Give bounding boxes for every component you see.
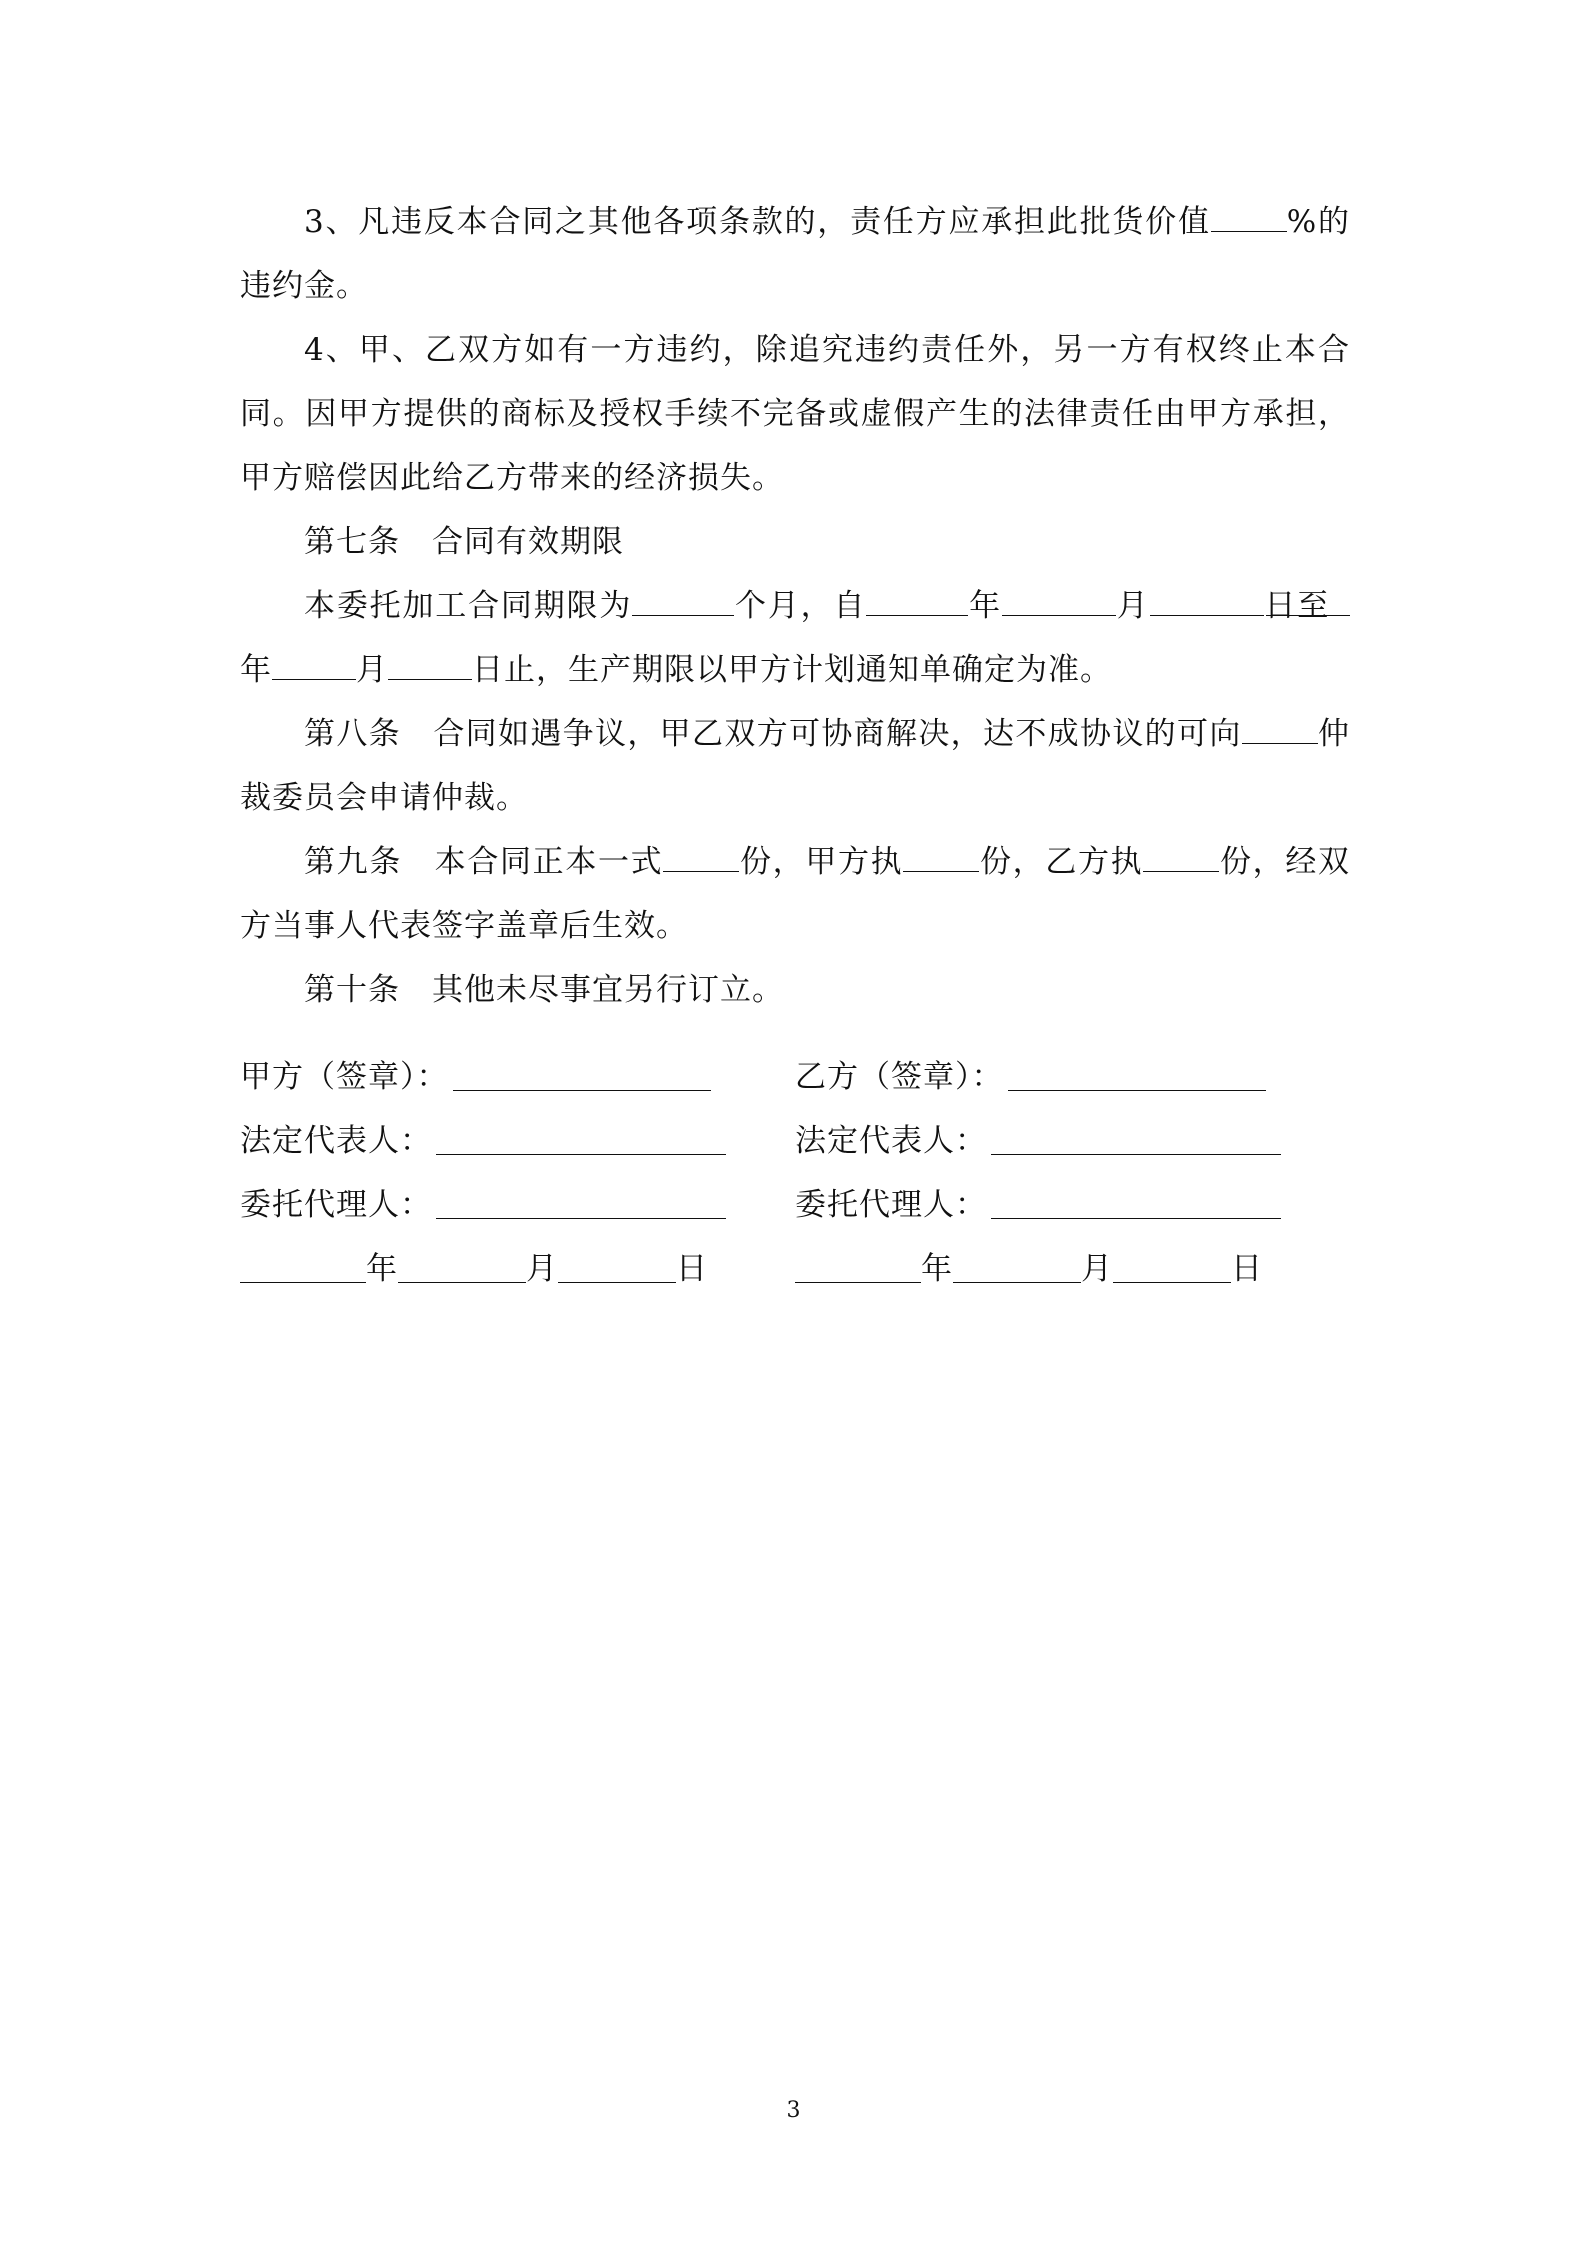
article-9-copies: 第九条 本合同正本一式 份，甲方执 份，乙方执 份，经双方当事人代表签字盖章后生效。: [240, 844, 1351, 944]
penalty-percent-blank[interactable]: [1211, 203, 1287, 232]
copies-total-blank[interactable]: [663, 843, 739, 872]
signature-row-seal: [240, 1045, 1350, 1109]
term-months-blank[interactable]: [632, 587, 734, 616]
party-b-seal: [795, 1045, 1350, 1109]
signature-row-legal-rep: [240, 1109, 1350, 1173]
party-b-day-blank[interactable]: [1113, 1256, 1231, 1283]
agent-b-line[interactable]: [991, 1192, 1281, 1219]
party-b-year-blank[interactable]: [795, 1256, 921, 1283]
start-year-blank[interactable]: [866, 587, 968, 616]
party-a-seal-line[interactable]: [453, 1064, 711, 1091]
article-7-term: 本委托加工合同期限为 个月，自 年 月 日至年 月 日止，生产期限以甲方计划通知单确定为准。: [240, 574, 1350, 702]
agent-a-label: 委托代理人：: [240, 1187, 432, 1223]
start-day-blank[interactable]: [1150, 587, 1264, 616]
legal-rep-a-line[interactable]: [436, 1128, 726, 1155]
legal-rep-b-line[interactable]: [991, 1128, 1281, 1155]
article-7-title: 第七条 合同有效期限: [304, 524, 624, 560]
party-b-label: 乙方（签章）：: [795, 1059, 1004, 1095]
start-month-blank[interactable]: [1002, 587, 1116, 616]
agent-a-line[interactable]: [436, 1192, 726, 1219]
party-b-date: 年 月 日: [795, 1237, 1350, 1301]
party-a-seal: [240, 1045, 795, 1109]
copies-party-a-blank[interactable]: [903, 843, 979, 872]
clause-3-text-end: %的违约金。: [240, 204, 1350, 304]
party-a-year-blank[interactable]: [240, 1256, 366, 1283]
clause-3-penalty: [240, 190, 1350, 318]
party-a-date: 年 月 日: [240, 1237, 795, 1301]
agent-b-label: 委托代理人：: [795, 1187, 987, 1223]
signature-row-agent: [240, 1173, 1350, 1237]
legal-rep-a-label: 法定代表人：: [240, 1123, 432, 1159]
party-b-agent: [795, 1173, 1350, 1237]
signature-row-date: [240, 1237, 1350, 1301]
party-a-agent: [240, 1173, 795, 1237]
end-day-blank[interactable]: [388, 651, 472, 680]
clause-3-text: 3、凡违反本合同之其他各项条款的，责任方应承担此批货价值: [304, 204, 1211, 240]
party-a-legal-rep: [240, 1109, 795, 1173]
article-8-dispute: 第八条 合同如遇争议，甲乙双方可协商解决，达不成协议的可向 仲裁委员会申请仲裁。: [240, 716, 1351, 816]
copies-party-b-blank[interactable]: [1143, 843, 1219, 872]
contract-body: [240, 190, 1350, 1022]
article-10-other: 第十条 其他未尽事宜另行订立。: [304, 972, 784, 1008]
end-month-blank[interactable]: [272, 651, 356, 680]
page-number: 3: [786, 2098, 801, 2123]
party-a-month-blank[interactable]: [398, 1256, 526, 1283]
clause-4-breach: 4、甲、乙双方如有一方违约，除追究违约责任外，另一方有权终止本合同。因甲方提供的商标及授权手续不完备或虚假产生的法律责任由甲方承担，甲方赔偿因此给乙方带来的经济损失。: [240, 332, 1350, 496]
arbitration-body-blank[interactable]: [1242, 715, 1318, 744]
party-b-month-blank[interactable]: [953, 1256, 1081, 1283]
party-a-label: 甲方（签章）：: [240, 1059, 449, 1095]
end-year-blank[interactable]: [1266, 587, 1350, 616]
signature-block: [240, 1045, 1350, 1301]
party-b-legal-rep: [795, 1109, 1350, 1173]
party-a-day-blank[interactable]: [558, 1256, 676, 1283]
party-b-seal-line[interactable]: [1008, 1064, 1266, 1091]
legal-rep-b-label: 法定代表人：: [795, 1123, 987, 1159]
